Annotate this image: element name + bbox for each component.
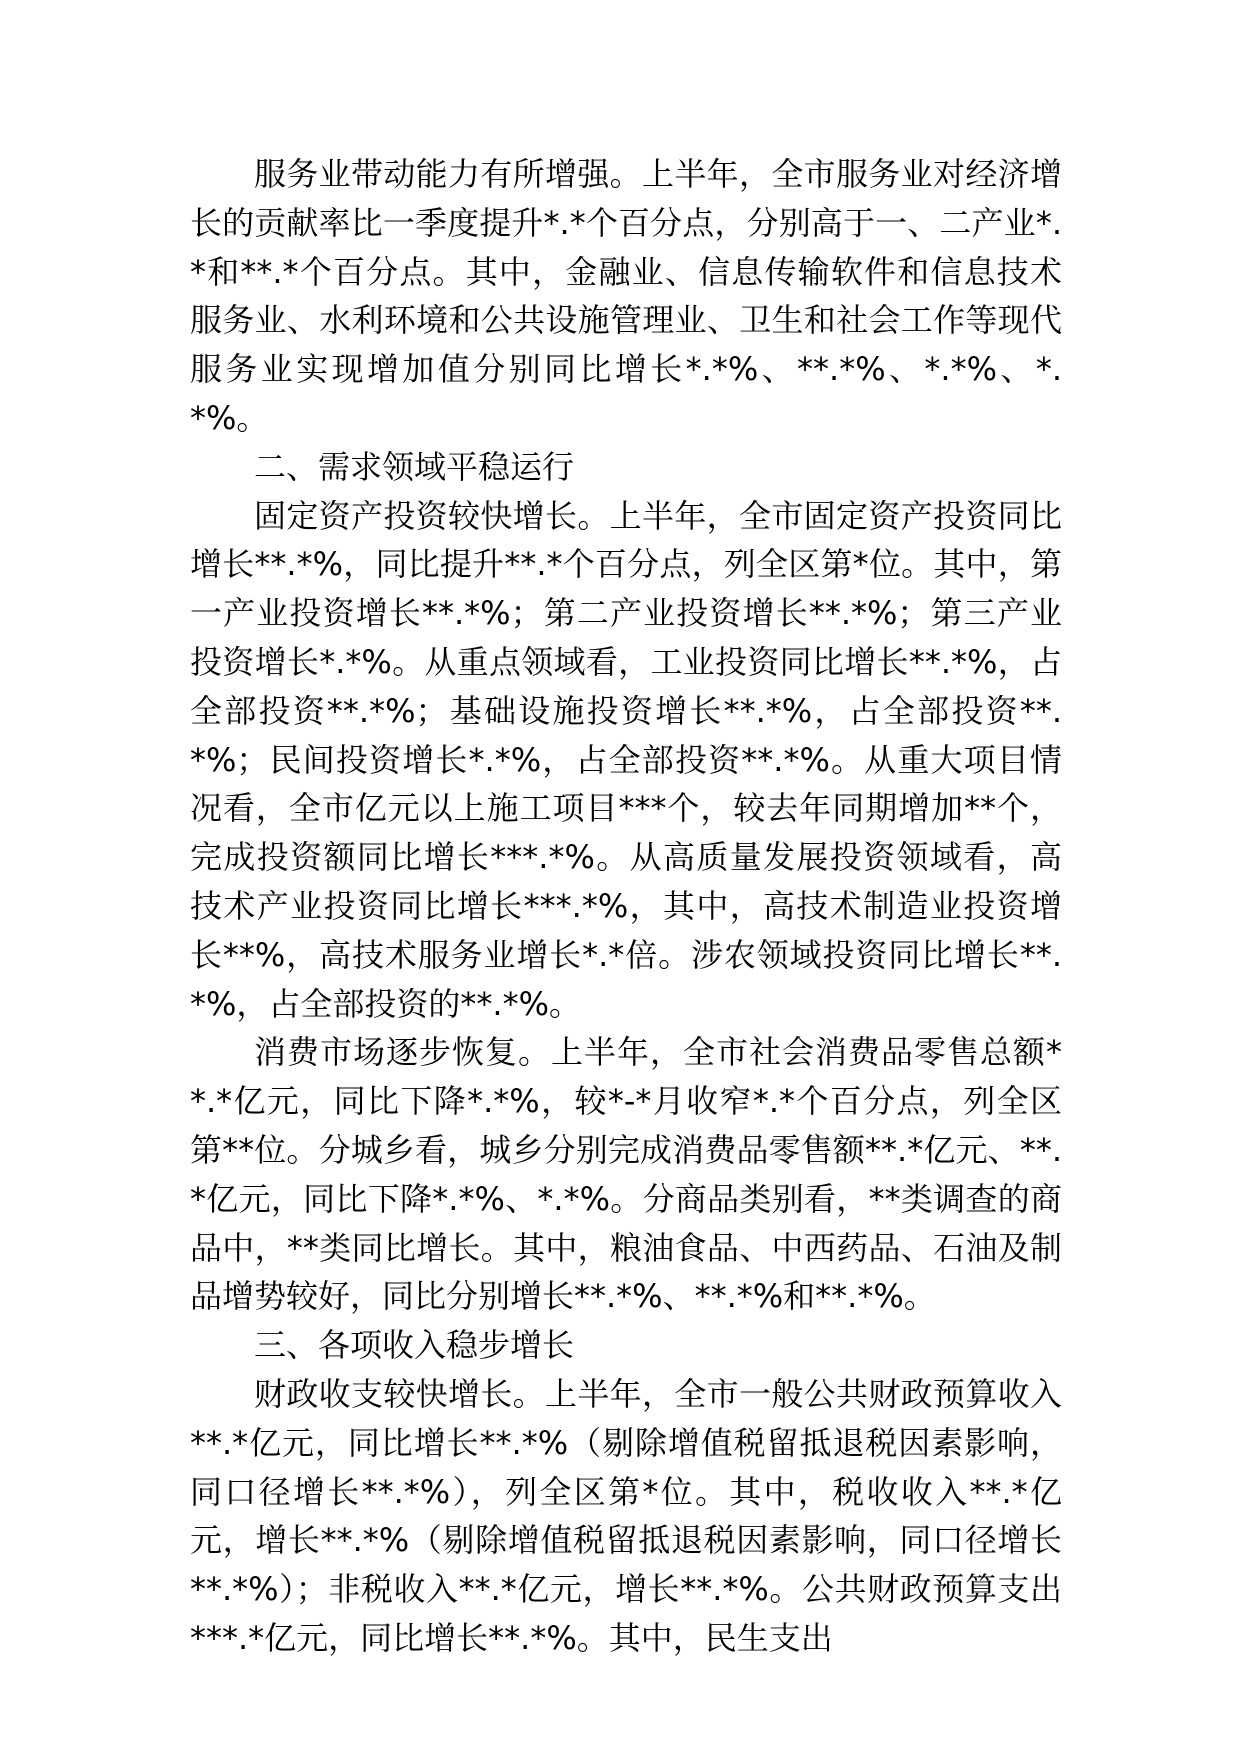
- section-heading-demand: 二、需求领域平稳运行: [254, 447, 575, 486]
- paragraph-service-industry: 服务业带动能力有所增强。上半年，全市服务业对经济增长的贡献率比一季度提升*.*个百分点，分别高于一、二产业*.*和**.*个百分点。其中，金融业、信息传输软件和信息技术服务业、水利环境和公共设施管理业、卫生和社会工作等现代服务业实现增加值分别同比增长*.*%、**.*%、*.*%、*.*%。: [190, 155, 1062, 437]
- document-page: [190, 150, 1062, 1663]
- paragraph-fiscal-revenue: 财政收支较快增长。上半年，全市一般公共财政预算收入**.*亿元，同比增长**.*%（剔除增值税留抵退税因素影响，同口径增长**.*%），列全区第*位。其中，税收收入**.*亿元，增长**.*%（剔除增值税留抵退税因素影响，同口径增长**.*%）；非税收入**.*亿元，增长**.*%。公共财政预算支出***.*亿元，同比增长**.*%。其中，民生支出: [190, 1374, 1062, 1657]
- paragraph-consumer-market: 消费市场逐步恢复。上半年，全市社会消费品零售总额**.*亿元，同比下降*.*%，较*-*月收窄*.*个百分点，列全区第**位。分城乡看，城乡分别完成消费品零售额**.*亿元、**.*亿元，同比下降*.*%、*.*%。分商品类别看，**类调查的商品中，**类同比增长。其中，粮油食品、中西药品、石油及制品增势较好，同比分别增长**.*%、**.*%和**.*%。: [190, 1033, 1062, 1316]
- section-heading-income: 三、各项收入稳步增长: [254, 1326, 575, 1365]
- paragraph-fixed-asset-investment: 固定资产投资较快增长。上半年，全市固定资产投资同比增长**.*%，同比提升**.*个百分点，列全区第*位。其中，第一产业投资增长**.*%；第二产业投资增长**.*%；第三产业投资增长*.*%。从重点领域看，工业投资同比增长**.*%，占全部投资**.*%；基础设施投资增长**.*%，占全部投资**.*%；民间投资增长*.*%，占全部投资**.*%。从重大项目情况看，全市亿元以上施工项目***个，较去年同期增加**个，完成投资额同比增长***.*%。从高质量发展投资领域看，高技术产业投资同比增长***.*%，其中，高技术制造业投资增长**%，高技术服务业增长*.*倍。涉农领域投资同比增长**.*%，占全部投资的**.*%。: [190, 496, 1062, 1023]
